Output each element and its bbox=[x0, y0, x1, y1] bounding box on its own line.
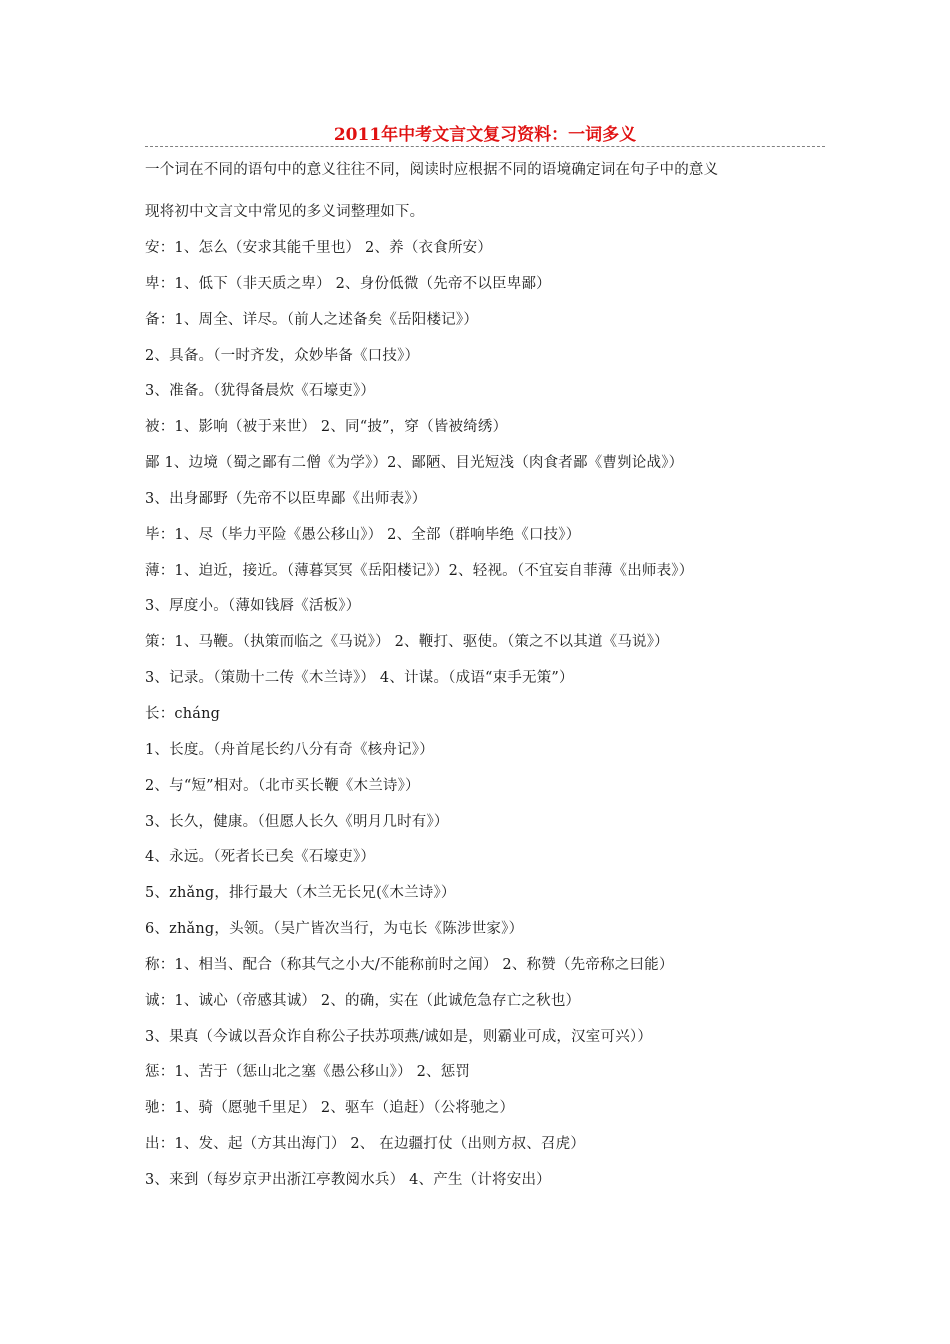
entry-bei-cover: 被：1、影响（被于来世） 2、同“披”，穿（皆被绮绣） bbox=[145, 419, 508, 436]
entry-bo-thin-3: 3、厚度小。（薄如钱唇《活板》） bbox=[145, 598, 361, 615]
entry-bi-border: 鄙 1、边境（蜀之鄙有二僧《为学》）2、鄙陋、目光短浅（肉食者鄙《曹刿论战》） bbox=[145, 455, 684, 472]
entry-chang-3: 3、长久，健康。（但愿人长久《明月几时有》） bbox=[145, 813, 449, 830]
entry-bei-prepare: 备：1、周全、详尽。（前人之述备矣《岳阳楼记》） bbox=[145, 311, 479, 328]
entry-bi-border-3: 3、出身鄙野（先帝不以臣卑鄙《出师表》） bbox=[145, 490, 427, 507]
entry-chu-out: 出：1、发、起（方其出海门） 2、 在边疆打仗（出则方叔、召虎） bbox=[145, 1136, 586, 1153]
entry-bi-finish: 毕：1、尽（毕力平险《愚公移山》） 2、全部（群响毕绝《口技》） bbox=[145, 526, 581, 543]
entry-chu-out-3: 3、来到（每岁京尹出浙江亭教阅水兵） 4、产生（计将安出） bbox=[145, 1171, 551, 1188]
entry-chang-4: 4、永远。（死者长已矣《石壕吏》） bbox=[145, 849, 376, 866]
entry-cheng-punish: 惩：1、苦于（惩山北之塞《愚公移山》） 2、惩罚 bbox=[145, 1064, 471, 1081]
entry-an: 安：1、怎么（安求其能千里也） 2、养（衣食所安） bbox=[145, 240, 493, 256]
entry-chi-gallop: 驰：1、骑（愿驰千里足） 2、驱车（追赶）（公将驰之） bbox=[145, 1100, 515, 1117]
entry-bei-low: 卑：1、低下（非天质之卑） 2、身份低微（先帝不以臣卑鄙） bbox=[145, 275, 551, 292]
document-body bbox=[145, 160, 825, 1206]
entry-chang-2: 2、与“短”相对。（北市买长鞭《木兰诗》） bbox=[145, 777, 420, 794]
entry-cheng-match: 称：1、相当、配合（称其气之小大/不能称前时之闻） 2、称赞（先帝称之曰能） bbox=[145, 956, 674, 973]
entry-ce-whip-3: 3、记录。（策勋十二传《木兰诗》） 4、计谋。（成语“束手无策”） bbox=[145, 670, 574, 687]
intro-line-1: 一个词在不同的语句中的意义往往不同，阅读时应根据不同的语境确定词在句子中的意义 bbox=[145, 162, 719, 178]
entry-bei-prepare-3: 3、准备。（犹得备晨炊《石壕吏》） bbox=[145, 383, 376, 400]
document-title-text: 2011年中考文言文复习资料：一词多义 bbox=[328, 125, 642, 145]
entry-chang-6: 6、zhǎng，头领。（吴广皆次当行，为屯长《陈涉世家》） bbox=[145, 921, 524, 938]
document-title bbox=[145, 122, 825, 148]
entry-bei-prepare-2: 2、具备。（一时齐发，众妙毕备《口技》） bbox=[145, 347, 420, 364]
entry-chang-5: 5、zhǎng，排行最大（木兰无长兄(《木兰诗》） bbox=[145, 885, 456, 902]
entry-cheng-sincere-3: 3、果真（今诚以吾众诈自称公子扶苏项燕/诚如是，则霸业可成，汉室可兴）） bbox=[145, 1028, 653, 1045]
entry-chang-heading: 长：cháng bbox=[145, 705, 221, 722]
entry-chang-1: 1、长度。（舟首尾长约八分有奇《核舟记》） bbox=[145, 741, 434, 758]
intro-line-2: 现将初中文言文中常见的多义词整理如下。 bbox=[145, 204, 425, 220]
entry-cheng-sincere: 诚：1、诚心（帝感其诚） 2、的确，实在（此诚危急存亡之秋也） bbox=[145, 992, 581, 1009]
entry-ce-whip: 策：1、马鞭。（执策而临之《马说》） 2、鞭打、驱使。（策之不以其道《马说》） bbox=[145, 634, 669, 651]
entry-bo-thin: 薄：1、迫近，接近。（薄暮冥冥《岳阳楼记》）2、轻视。（不宜妄自菲薄《出师表》） bbox=[145, 562, 694, 579]
title-header bbox=[145, 122, 825, 156]
